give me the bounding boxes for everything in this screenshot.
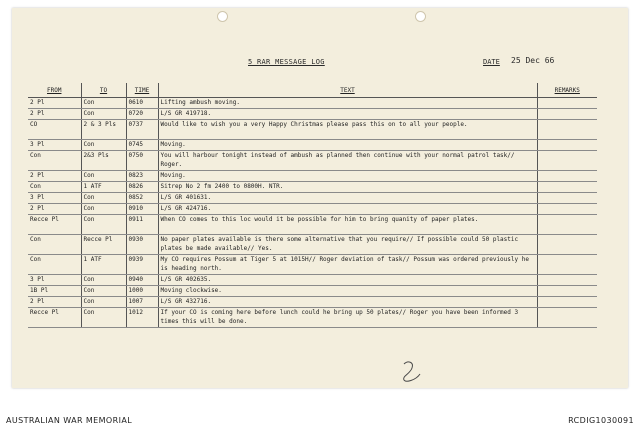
cell-time: 0910 (126, 204, 158, 215)
table-header-row (28, 83, 597, 98)
cell-text: If your CO is coming here before lunch could he bring up 50 plates// Roger you have been informed 3 times this will be done. (158, 308, 537, 328)
cell-from: CO (28, 120, 81, 140)
date-value: 25 Dec 66 (511, 56, 555, 65)
cell-to: Con (81, 193, 126, 204)
cell-remarks (537, 98, 597, 109)
archive-footer-right: RCDIG1030091 (568, 416, 634, 425)
cell-to: Con (81, 171, 126, 182)
cell-to: Con (81, 140, 126, 151)
cell-to: 2&3 Pls (81, 151, 126, 171)
cell-time: 1000 (126, 286, 158, 297)
cell-time: 0745 (126, 140, 158, 151)
cell-from: 3 Pl (28, 275, 81, 286)
punch-hole (217, 11, 228, 22)
cell-to: Con (81, 215, 126, 235)
cell-time: 1007 (126, 297, 158, 308)
table-body (28, 98, 597, 328)
table-row (28, 308, 597, 328)
cell-time: 0826 (126, 182, 158, 193)
header-remarks: REMARKS (537, 83, 597, 98)
document-title: 5 RAR MESSAGE LOG (248, 58, 325, 66)
table-row (28, 255, 597, 275)
cell-text: L/S GR 432716. (158, 297, 537, 308)
cell-text: Moving. (158, 171, 537, 182)
cell-to: Con (81, 286, 126, 297)
cell-to: Con (81, 204, 126, 215)
cell-text: Sitrep No 2 fm 2400 to 0800H. NTR. (158, 182, 537, 193)
cell-time: 0720 (126, 109, 158, 120)
cell-text: L/S GR 424716. (158, 204, 537, 215)
cell-from: 3 Pl (28, 193, 81, 204)
header-to: TO (81, 83, 126, 98)
table-row (28, 182, 597, 193)
cell-time: 0737 (126, 120, 158, 140)
table-row (28, 140, 597, 151)
cell-time: 0852 (126, 193, 158, 204)
table-row (28, 109, 597, 120)
message-log-table (28, 83, 597, 328)
cell-to: Con (81, 308, 126, 328)
cell-from: Con (28, 151, 81, 171)
cell-to: Con (81, 98, 126, 109)
cell-time: 1012 (126, 308, 158, 328)
cell-time: 0823 (126, 171, 158, 182)
cell-remarks (537, 255, 597, 275)
cell-from: Con (28, 235, 81, 255)
cell-remarks (537, 171, 597, 182)
cell-text: Lifting ambush moving. (158, 98, 537, 109)
cell-text: Would like to wish you a very Happy Christmas please pass this on to all your people. (158, 120, 537, 140)
cell-remarks (537, 193, 597, 204)
cell-to: Recce Pl (81, 235, 126, 255)
cell-time: 0930 (126, 235, 158, 255)
table-row (28, 215, 597, 235)
table-row (28, 120, 597, 140)
date-label: DATE (483, 58, 500, 66)
header-text: TEXT (158, 83, 537, 98)
cell-text: L/S GR 402635. (158, 275, 537, 286)
cell-to: Con (81, 297, 126, 308)
cell-from: 2 Pl (28, 297, 81, 308)
table-row (28, 171, 597, 182)
cell-text: My CO requires Possum at Tiger 5 at 1015H// Roger deviation of task// Possum was ordered previously he is heading north. (158, 255, 537, 275)
table-row (28, 275, 597, 286)
archive-footer-left: AUSTRALIAN WAR MEMORIAL (6, 416, 133, 425)
cell-remarks (537, 215, 597, 235)
cell-time: 0750 (126, 151, 158, 171)
cell-remarks (537, 182, 597, 193)
cell-to: 1 ATF (81, 255, 126, 275)
table-row (28, 193, 597, 204)
cell-time: 0940 (126, 275, 158, 286)
cell-remarks (537, 120, 597, 140)
table-row (28, 297, 597, 308)
header-time: TIME (126, 83, 158, 98)
cell-text: Moving clockwise. (158, 286, 537, 297)
cell-from: Recce Pl (28, 308, 81, 328)
cell-text: Moving. (158, 140, 537, 151)
cell-remarks (537, 151, 597, 171)
cell-from: 2 Pl (28, 109, 81, 120)
cell-remarks (537, 297, 597, 308)
cell-text: You will harbour tonight instead of ambush as planned then continue with your normal patrol task// Roger. (158, 151, 537, 171)
cell-time: 0610 (126, 98, 158, 109)
cell-remarks (537, 109, 597, 120)
table-row (28, 151, 597, 171)
cell-from: Con (28, 255, 81, 275)
cell-remarks (537, 235, 597, 255)
cell-remarks (537, 204, 597, 215)
cell-from: Con (28, 182, 81, 193)
cell-remarks (537, 275, 597, 286)
table-row (28, 286, 597, 297)
header-from: FROM (28, 83, 81, 98)
cell-remarks (537, 140, 597, 151)
punch-hole (415, 11, 426, 22)
cell-text: When CO comes to this loc would it be possible for him to bring quanity of paper plates. (158, 215, 537, 235)
cell-from: 2 Pl (28, 204, 81, 215)
table-row (28, 235, 597, 255)
cell-to: 1 ATF (81, 182, 126, 193)
cell-from: Recce Pl (28, 215, 81, 235)
cell-time: 0939 (126, 255, 158, 275)
cell-text: L/S GR 401631. (158, 193, 537, 204)
cell-time: 0911 (126, 215, 158, 235)
cell-from: 3 Pl (28, 140, 81, 151)
cell-to: 2 & 3 Pls (81, 120, 126, 140)
cell-text: L/S GR 419718. (158, 109, 537, 120)
cell-from: 1B Pl (28, 286, 81, 297)
cell-from: 2 Pl (28, 171, 81, 182)
cell-to: Con (81, 109, 126, 120)
cell-from: 2 Pl (28, 98, 81, 109)
cell-text: No paper plates available is there some alternative that you require// If possible could 50 plastic plates be made available// Yes. (158, 235, 537, 255)
handwritten-mark (398, 358, 426, 384)
table-row (28, 204, 597, 215)
table-row (28, 98, 597, 109)
cell-remarks (537, 308, 597, 328)
cell-remarks (537, 286, 597, 297)
cell-to: Con (81, 275, 126, 286)
